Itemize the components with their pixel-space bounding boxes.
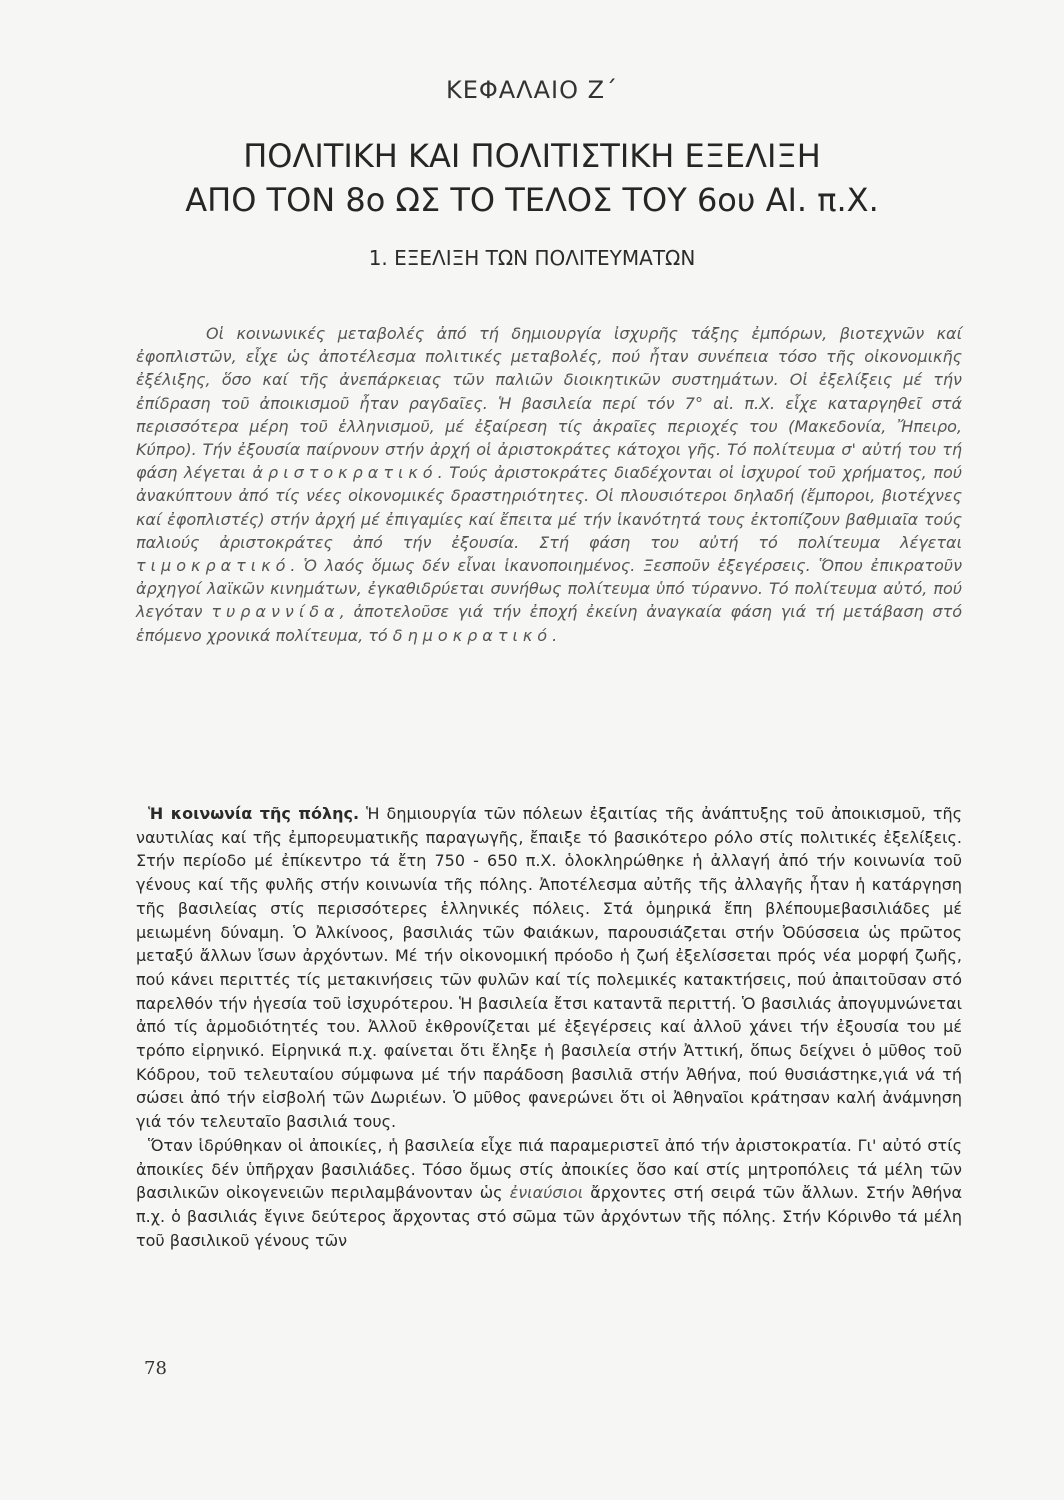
chapter-title-line-1: ΠΟΛΙΤΙΚΗ ΚΑΙ ΠΟΛΙΤΙΣΤΙΚΗ ΕΞΕΛΙΞΗ bbox=[243, 137, 821, 175]
intro-text-2: . Τούς ἀριστοκράτες διαδέχονται οἱ ἰσχυροί τοῦ χρήματος, πού ἀνακύπτουν ἀπό τίς νέες οἰκονομικές δραστηριότητες. Οἱ πλουσιότεροι δηλαδή (ἔμποροι, βιοτέχνες καί ἐφοπλιστές) στήν ἀρχή μέ ἐπιγαμίες καί ἔπειτα μέ τήν ἱκανότητά τους ἐκτοπίζουν βαθμιαῖα τούς παλιούς ἀριστοκράτες ἀπό τήν ἐξουσία. Στή φάση του αὐτή τό πολίτευμα λέγεται bbox=[136, 463, 963, 552]
page-number: 78 bbox=[144, 1358, 167, 1379]
intro-text-3: . Ὁ λαός ὅμως δέν εἶναι ἱκανοποιημένος. Ξεσποῦν ἐξεγέρσεις. Ὅπου ἐπικρατοῦν ἀρχηγοί λαϊκῶν κινημάτων, ἐγκαθιδρύεται συνήθως πολίτευμα ὑπό τύραννο. Τό πολίτευμα αὐτό, πού λεγόταν bbox=[136, 556, 962, 622]
term-democratic: δημοκρατικό bbox=[392, 625, 553, 645]
section-title: 1. ΕΞΕΛΙΞΗ ΤΩΝ ΠΟΛΙΤΕΥΜΑΤΩΝ bbox=[368, 246, 696, 270]
intro-text-5: . bbox=[552, 625, 558, 645]
body-paragraph-2-start: Ὅταν ἱδρύθηκαν οἱ ἀποικίες, ἡ βασιλεία εἶχε πιά παραμεριστεῖ ἀπό τήν ἀριστοκρατία. Γι' αὐτό στίς ἀποικίες δέν ὑπῆρχαν βασιλιάδες. Τόσο ὅμως στίς ἀποικίες ὅσο καί στίς μητροπόλεις τά μέλη τῶν βασιλικῶν οἰκογενειῶν περιλαμβάνονταν ὡς bbox=[136, 1135, 962, 1203]
intro-paragraph bbox=[136, 322, 962, 647]
chapter-title-line-2: ΑΠΟ ΤΟΝ 8ο ΩΣ ΤΟ ΤΕΛΟΣ ΤΟΥ 6ου ΑΙ. π.Χ. bbox=[185, 181, 879, 219]
body-text bbox=[136, 802, 962, 1252]
term-tyranny: τυραννίδα bbox=[211, 602, 340, 622]
intro-text-1: Οἱ κοινωνικές μεταβολές ἀπό τή δημιουργία ἰσχυρῆς τάξης ἐμπόρων, βιοτεχνῶν καί ἐφοπλιστῶν, εἶχε ὡς ἀποτέλεσμα πολιτικές μεταβολές, πού ἦταν συνέπεια τόσο τῆς οἰκονομικῆς ἐξέλιξης, ὅσο καί τῆς ἀνεπάρκειας τῶν παλιῶν διοικητικῶν συστημάτων. Οἱ ἐξελίξεις μέ τήν ἐπίδραση τοῦ ἀποικισμοῦ ἦταν ραγδαῖες. Ἡ βασιλεία περί τόν 7° αἰ. π.Χ. εἶχε καταργηθεῖ στά περισσότερα μέρη τοῦ ἑλληνισμοῦ, μέ ἐξαίρεση τίς ἀκραῖες περιοχές του (Μακεδονία, Ἤπειρο, Κύπρο). Τήν ἐξουσία παίρνουν στήν ἀρχή οἱ ἀριστοκράτες κάτοχοι γῆς. Τό πολίτευμα σ' αὐτή του τή φάση λέγεται bbox=[136, 324, 962, 483]
body-paragraph-2-italic: ἐνιαύσιοι bbox=[509, 1183, 584, 1203]
chapter-title bbox=[130, 134, 934, 222]
chapter-label: ΚΕΦΑΛΑΙΟ Ζ΄ bbox=[445, 76, 619, 104]
body-paragraph-2-end: ἄρχοντες στή σειρά τῶν ἄλλων. Στήν Ἀθήνα π.χ. ὁ βασιλιάς ἔγινε δεύτερος ἄρχοντας στό σῶμα τῶν ἀρχόντων τῆς πόλης. Στήν Κόρινθο τά μέλη τοῦ βασιλικοῦ γένους τῶν bbox=[136, 1183, 962, 1250]
term-aristocratic: ἀριστοκρατικό bbox=[252, 463, 438, 483]
runin-heading: Ἡ κοινωνία τῆς πόλης. bbox=[148, 804, 360, 823]
term-timocratic: τιμοκρατικό bbox=[136, 556, 291, 576]
intro-text-4: , ἀποτελοῦσε γιά τήν ἐποχή ἐκείνη ἀναγκαία φάση γιά τή μετάβαση στό ἑπόμενο χρονικά πολίτευμα, τό bbox=[136, 602, 962, 645]
body-paragraph-1-text: Ἡ δημιουργία τῶν πόλεων ἐξαιτίας τῆς ἀνάπτυξης τοῦ ἀποικισμοῦ, τῆς ναυτιλίας καί τῆς ἐμπορευματικῆς παραγωγῆς, ἔπαιξε τό βασικότερο ρόλο στίς πολιτικές ἐξελίξεις. Στήν περίοδο μέ ἐπίκεντρο τά ἔτη 750 - 650 π.Χ. ὁλοκληρώθηκε ἡ ἀλλαγή ἀπό τήν κοινωνία τοῦ γένους καί τῆς φυλῆς στήν κοινωνία τῆς πόλης. Ἀποτέλεσμα αὐτῆς τῆς ἀλλαγῆς ἦταν ἡ κατάργηση τῆς βασιλείας στίς περισσότερες ἑλληνικές πόλεις. Στά ὁμηρικά ἔπη βλέπουμεβασιλιάδες μέ μειωμένη δύναμη. Ὁ Ἀλκίνοος, βασιλιάς τῶν Φαιάκων, παρουσιάζεται στήν Ὀδύσσεια ὡς πρῶτος μεταξύ ἄλλων ἴσων ἀρχόντων. Μέ τήν οἰκονομική πρόοδο ἡ ζωή ἐξελίσσεται πρός νέα μορφή ζωῆς, πού κάνει περιττές τίς μετακινήσεις τῶν φυλῶν καί τίς πολεμικές κατακτήσεις, πού ἀπαιτοῦσαν στό παρελθόν τήν ἡγεσία τοῦ ἰσχυρότερου. Ἡ βασιλεία ἔτσι καταντᾶ περιττή. Ὁ βασιλιάς ἀπογυμνώνεται ἀπό τίς ἁρμοδιότητές του. Ἀλλοῦ ἐκθρονίζεται μέ ἐξεγέρσεις καί ἀλλοῦ χάνει τήν ἐξουσία του μέ τρόπο εἰρηνικό. Εἰρηνικά π.χ. φαίνεται ὅτι ἔληξε ἡ βασιλεία στήν Ἀττική, ὅπως δείχνει ὁ μῦθος τοῦ Κόδρου, τοῦ τελευταίου σύμφωνα μέ τήν παράδοση βασιλιᾶ στήν Ἀθήνα, πού θυσιάστηκε,γιά νά τή σώσει ἀπό τήν εἰσβολή τῶν Δωριέων. Ὁ μῦθος φανερώνει ὅτι οἱ Ἀθηναῖοι κράτησαν καλή ἀνάμνηση γιά τόν τελευταῖο βασιλιά τους. bbox=[136, 804, 962, 1132]
body-paragraph-2 bbox=[136, 1134, 962, 1253]
body-paragraph-1 bbox=[136, 802, 962, 1134]
